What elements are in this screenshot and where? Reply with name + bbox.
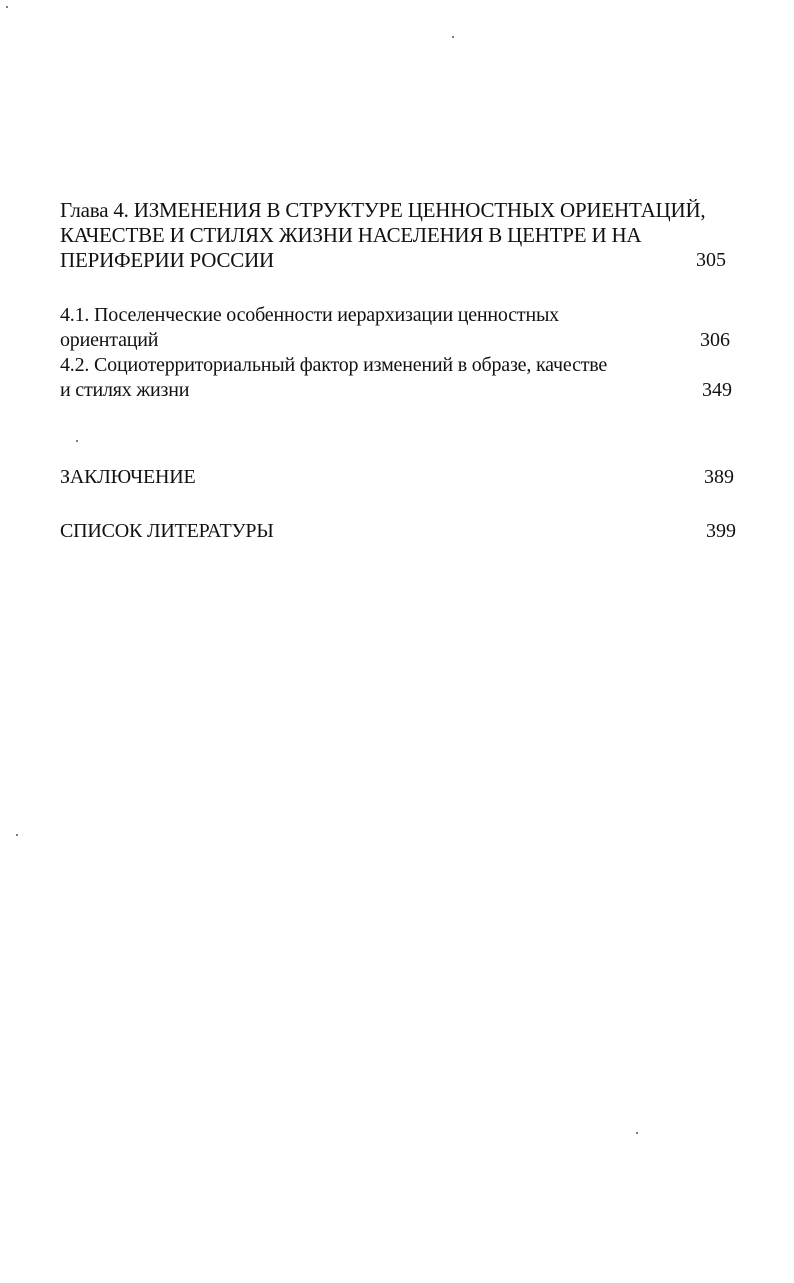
- conclusion-title: ЗАКЛЮЧЕНИЕ: [60, 466, 196, 488]
- chapter-title-line-1: Глава 4. ИЗМЕНЕНИЯ В СТРУКТУРЕ ЦЕННОСТНЫХ ОРИЕНТАЦИЙ,: [60, 198, 706, 222]
- bibliography-title: СПИСОК ЛИТЕРАТУРЫ: [60, 520, 274, 542]
- scan-speck: [6, 6, 8, 8]
- chapter-page-number: 305: [696, 249, 726, 271]
- section-4-2-line-1: 4.2. Социотерриториальный фактор изменений в образе, качестве: [60, 354, 608, 376]
- chapter-title-line-2: КАЧЕСТВЕ И СТИЛЯХ ЖИЗНИ НАСЕЛЕНИЯ В ЦЕНТРЕ И НА: [60, 223, 642, 247]
- section-4-1-page-number: 306: [700, 329, 730, 351]
- scan-speck: [76, 440, 78, 442]
- scan-speck: [452, 36, 454, 38]
- chapter-title-line-3: ПЕРИФЕРИИ РОССИИ: [60, 248, 275, 272]
- section-4-2-line-2: и стилях жизни: [60, 379, 190, 401]
- section-4-2-page-number: 349: [702, 379, 732, 401]
- conclusion-page-number: 389: [704, 466, 734, 488]
- scan-speck: [16, 834, 18, 836]
- section-4-1-line-1: 4.1. Поселенческие особенности иерархизации ценностных: [60, 304, 559, 326]
- scan-speck: [636, 1132, 638, 1134]
- bibliography-page-number: 399: [706, 520, 736, 542]
- section-4-1-line-2: ориентаций: [60, 329, 159, 351]
